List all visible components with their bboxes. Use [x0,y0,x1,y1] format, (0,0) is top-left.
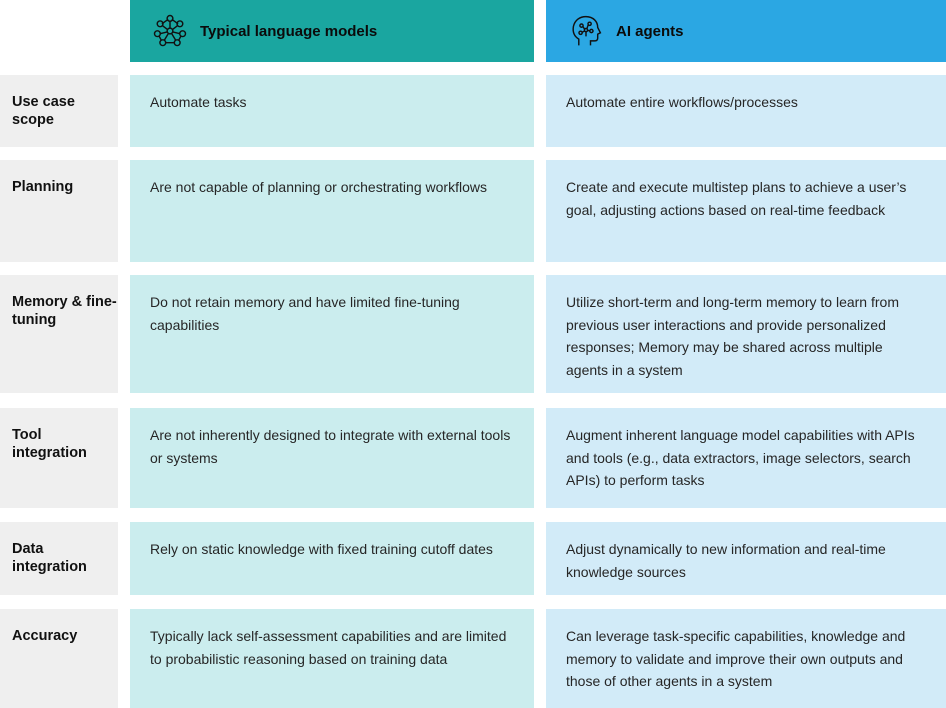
row-label-memory-fine-tuning: Memory & fine-tuning [0,275,118,393]
ai-agents-title: AI agents [616,22,684,40]
cell-ai-agents-use-case-scope: Automate entire workflows/processes [546,75,946,147]
row-label-planning: Planning [0,160,118,262]
cell-language-models-planning: Are not capable of planning or orchestrating workflows [130,160,534,262]
cell-ai-agents-accuracy: Can leverage task-specific capabilities, knowledge and memory to validate and improve their own outputs and those of other agents in a system [546,609,946,708]
language-models-title: Typical language models [200,22,378,40]
cell-language-models-accuracy: Typically lack self-assessment capabilities and are limited to probabilistic reasoning based on training data [130,609,534,708]
neural-network-icon [150,11,190,51]
ai-head-icon [566,11,606,51]
cell-ai-agents-planning: Create and execute multistep plans to achieve a user’s goal, adjusting actions based on real-time feedback [546,160,946,262]
cell-ai-agents-data-integration: Adjust dynamically to new information and real-time knowledge sources [546,522,946,595]
cell-language-models-tool-integration: Are not inherently designed to integrate with external tools or systems [130,408,534,508]
cell-language-models-data-integration: Rely on static knowledge with fixed training cutoff dates [130,522,534,595]
cell-language-models-memory-fine-tuning: Do not retain memory and have limited fine-tuning capabilities [130,275,534,393]
row-label-use-case-scope: Use case scope [0,75,118,147]
row-label-accuracy: Accuracy [0,609,118,708]
row-label-data-integration: Data integration [0,522,118,595]
ai-agents-header [546,0,946,62]
language-models-header [130,0,534,62]
cell-ai-agents-memory-fine-tuning: Utilize short-term and long-term memory to learn from previous user interactions and provide personalized responses; Memory may be shared across multiple agents in a system [546,275,946,393]
cell-language-models-use-case-scope: Automate tasks [130,75,534,147]
row-label-tool-integration: Tool integration [0,408,118,508]
cell-ai-agents-tool-integration: Augment inherent language model capabilities with APIs and tools (e.g., data extractors, image selectors, search APIs) to perform tasks [546,408,946,508]
